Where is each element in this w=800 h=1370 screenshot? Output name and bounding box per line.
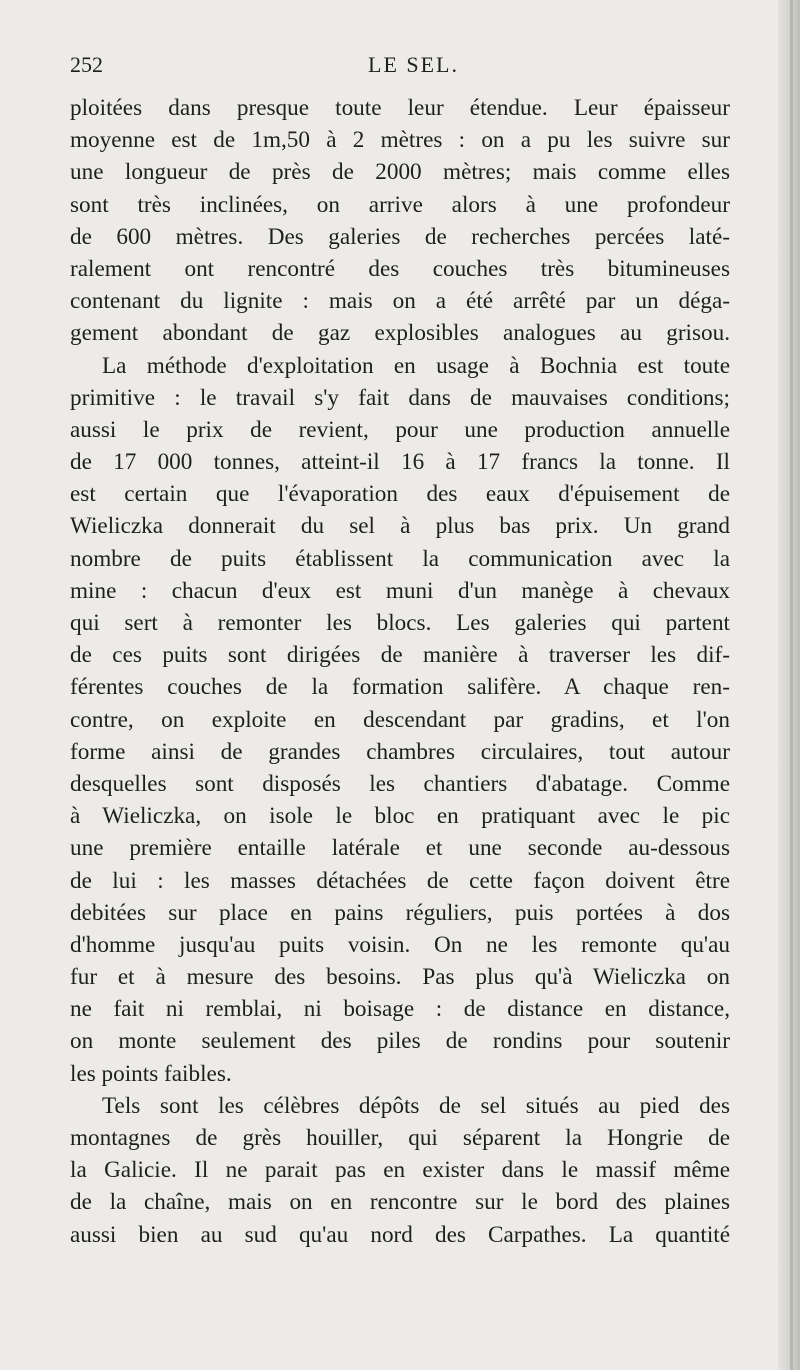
text-line: La méthode d'exploitation en usage à Bochnia est toute xyxy=(102,352,730,379)
text-line: de ces puits sont dirigées de manière à traverser les dif- xyxy=(70,642,730,669)
text-line: de lui : les masses détachées de cette façon doivent être xyxy=(70,867,730,894)
text-line: contenant du lignite : mais on a été arrêté par un déga- xyxy=(70,288,730,315)
text-line: ralement ont rencontré des couches très bitumineuses xyxy=(70,255,730,282)
text-line: aussi bien au sud qu'au nord des Carpathes. La quantité xyxy=(70,1221,730,1248)
text-line: férentes couches de la formation salifère. A chaque ren- xyxy=(70,674,730,701)
text-line: qui sert à remonter les blocs. Les galeries qui partent xyxy=(70,610,730,636)
body-text xyxy=(70,92,730,1251)
text-line: contre, on exploite en descendant par gradins, et l'on xyxy=(70,706,730,733)
text-line: de la chaîne, mais on en rencontre sur le bord des plaines xyxy=(70,1189,730,1216)
text-line: une première entaille latérale et une seconde au-dessous xyxy=(70,835,730,862)
text-line: forme ainsi de grandes chambres circulaires, tout autour xyxy=(70,738,730,765)
text-line: ploitées dans presque toute leur étendue. Leur épaisseur xyxy=(70,95,730,121)
text-line: gement abondant de gaz explosibles analogues au grisou. xyxy=(70,320,730,347)
text-line: fur et à mesure des besoins. Pas plus qu'à Wieliczka on xyxy=(70,964,730,991)
page-header xyxy=(70,52,730,82)
text-line: la Galicie. Il ne parait pas en exister dans le massif même xyxy=(70,1157,730,1184)
text-line: nombre de puits établissent la communication avec la xyxy=(70,545,730,572)
text-line: mine : chacun d'eux est muni d'un manège à chevaux xyxy=(70,577,730,604)
text-line: ne fait ni remblai, ni boisage : de distance en distance, xyxy=(70,996,730,1023)
text-line: les points faibles. xyxy=(70,1060,232,1087)
text-line: aussi le prix de revient, pour une production annuelle xyxy=(70,416,730,443)
text-line: montagnes de grès houiller, qui séparent la Hongrie de xyxy=(70,1125,730,1151)
text-line: primitive : le travail s'y fait dans de mauvaises conditions; xyxy=(70,384,730,411)
text-line: debitées sur place en pains réguliers, puis portées à dos xyxy=(70,899,730,926)
text-line: d'homme jusqu'au puits voisin. On ne les remonte qu'au xyxy=(70,931,730,958)
text-line: sont très inclinées, on arrive alors à une profondeur xyxy=(70,191,730,218)
text-line: de 17 000 tonnes, atteint-il 16 à 17 francs la tonne. Il xyxy=(70,449,730,476)
text-line: Tels sont les célèbres dépôts de sel situés au pied des xyxy=(102,1092,730,1119)
page-edge xyxy=(778,0,800,1370)
text-line: desquelles sont disposés les chantiers d'abatage. Comme xyxy=(70,770,730,797)
running-title: LE SEL. xyxy=(368,52,459,77)
text-line: moyenne est de 1m,50 à 2 mètres : on a pu les suivre sur xyxy=(70,127,730,154)
text-line: une longueur de près de 2000 mètres; mais comme elles xyxy=(70,159,730,186)
text-line: on monte seulement des piles de rondins pour soutenir xyxy=(70,1028,730,1055)
text-line: de 600 mètres. Des galeries de recherches percées laté- xyxy=(70,223,730,250)
text-line: Wieliczka donnerait du sel à plus bas prix. Un grand xyxy=(70,513,730,540)
page-number: 252 xyxy=(70,52,103,77)
text-line: est certain que l'évaporation des eaux d'épuisement de xyxy=(70,481,730,508)
text-line: à Wieliczka, on isole le bloc en pratiquant avec le pic xyxy=(70,803,730,830)
